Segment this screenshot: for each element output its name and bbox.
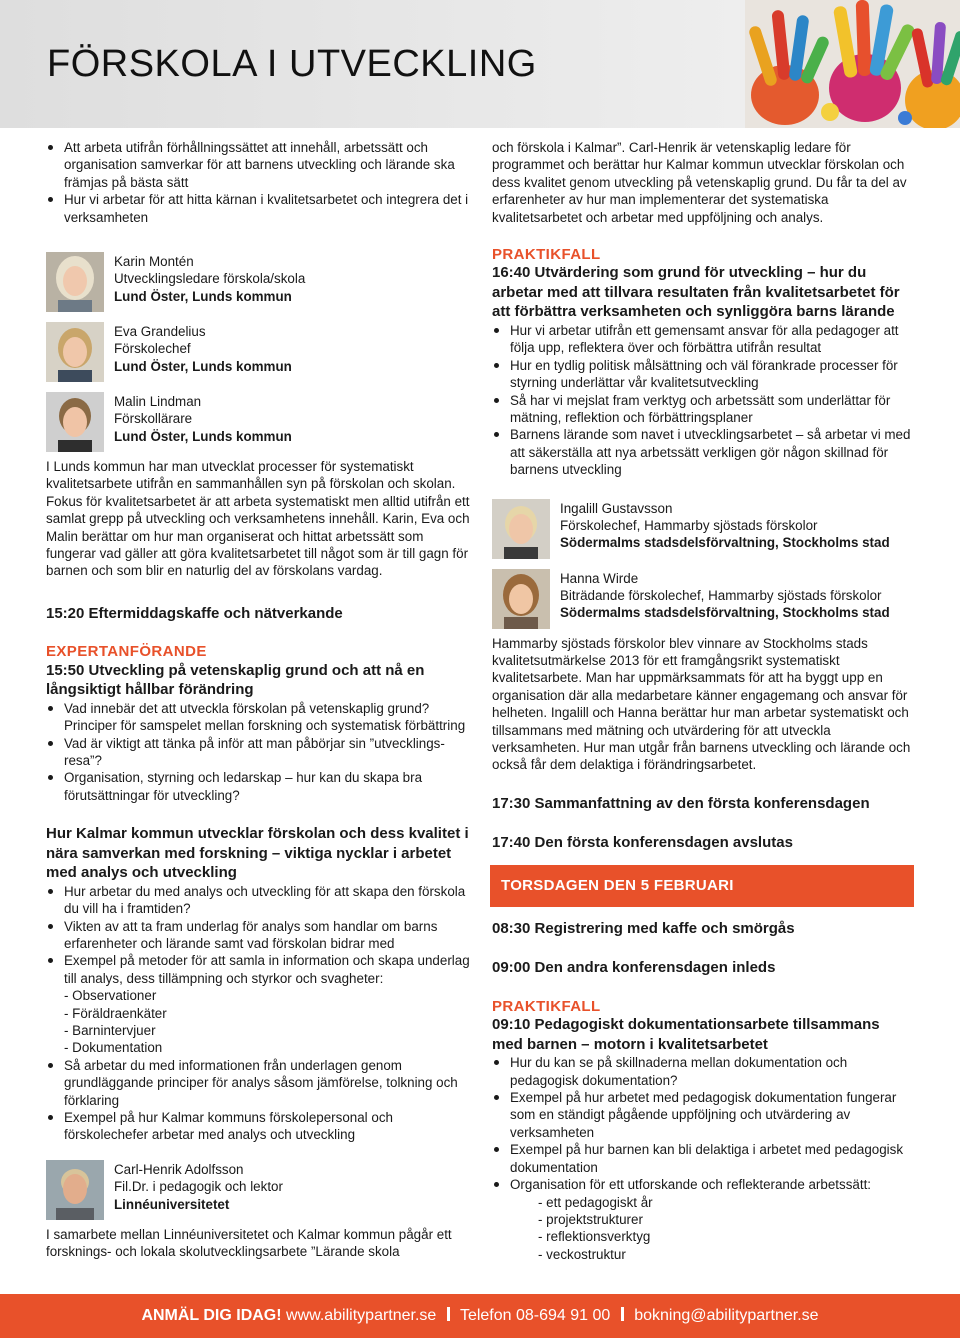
page-header (0, 0, 960, 128)
lund-description: I Lunds kommun har man utvecklat processer för systematiskt kvalitetsarbete utifrån en sammanhållen syn på förskolan och skolan. Fokus för kvalitetsarbetet är att arbeta systematiskt men alltid utifrån ett samlat grepp på utveckling och verksamhetens innehåll. Karin, Eva och Malin berättar om hur man organiserat och hittat arbetssätt som fungerar vad gäller att göra kvalitetsarbetet till något som är till gagn för barnen och som blir en naturlig del av förskolans vardag. (46, 459, 470, 579)
kalmar-bullet: Exempel på hur Kalmar kommuns förskolepersonal och förskolechefer arbetar med analys och utveckling (46, 1109, 471, 1144)
expert-title: 15:50 Utveckling på vetenskaplig grund och att nå en långsiktigt hållbar förändring (46, 661, 425, 699)
session-1740: 17:40 Den första konferensdagen avslutas (492, 834, 793, 852)
praktikfall-bullet: Så har vi mejslat fram verktyg och arbetssätt som underlättar för mätning, reflektion och förbättringsplaner (492, 392, 914, 427)
expert-bullet: Vad är viktigt att tänka på inför att man påbörjar sin ”utvecklings-resa”? (46, 735, 471, 770)
right-column (492, 139, 914, 1263)
footer-bar (0, 1294, 960, 1338)
footer-email-link[interactable]: bokning@abilitypartner.se (634, 1307, 819, 1324)
praktikfall-2-bullet-text: Organisation för ett utforskande och reflekterande arbetssätt: (510, 1177, 872, 1193)
speaker-info (114, 253, 305, 305)
page-title: FÖRSKOLA I UTVECKLING (47, 43, 537, 85)
speaker-org: Södermalms stadsdelsförvaltning, Stockholms stad (560, 605, 890, 621)
speaker-info (560, 570, 890, 622)
kalmar-bullet-text: Exempel på metoder för att samla in information och skapa underlag till analys, dess tillämpning och styrkor och svagheter: (64, 953, 470, 986)
session-1730: 17:30 Sammanfattning av den första konferensdagen (492, 794, 870, 812)
speaker-org: Lund Öster, Lunds kommun (114, 288, 292, 304)
praktikfall-2-bullet-list (492, 1054, 914, 1263)
speaker-eva (46, 322, 471, 392)
speaker-malin (46, 392, 471, 462)
speaker-name: Carl-Henrik Adolfsson (114, 1161, 244, 1177)
intro-bullet: Hur vi arbetar för att hitta kärnan i kvalitetsarbetet och integrera det i verksamheten (46, 191, 471, 226)
intro-bullet-list (46, 139, 471, 226)
speaker-carl-henrik (46, 1160, 471, 1226)
speaker-name: Karin Montén (114, 254, 194, 270)
speaker-org: Södermalms stadsdelsförvaltning, Stockholms stad (560, 535, 890, 551)
praktikfall-bullet: Barnens lärande som navet i utvecklingsarbetet – så arbetar vi med att säkerställa att nya arbetssätt verkligen gör någon skillnad för barnens utveckling (492, 426, 914, 478)
method-list (64, 987, 471, 1057)
speaker-photo (46, 322, 104, 382)
praktikfall-bullet: Hur en tydlig politisk målsättning och väl förankrade processer för styrning underlättar vår kvalitetsutveckling (492, 357, 914, 392)
break-1520: 15:20 Eftermiddagskaffe och nätverkande (46, 604, 343, 622)
speaker-info (114, 323, 292, 375)
footer-phone[interactable]: Telefon 08-694 91 00 (459, 1307, 611, 1324)
kalmar-bullet-list (46, 883, 471, 1144)
speaker-name: Malin Lindman (114, 394, 202, 410)
kalmar-description-continued: och förskola i Kalmar”. Carl-Henrik är vetenskaplig ledare för programmet och berättar hur Kalmar kommun utvecklar förskolan och dess kvalitet genom utveckling på vetenskaplig grund. Du får ta del av erfarenheter av hur man implementerar det systematiska kvalitetsarbetet och arbetar med uppföljning och analys. (492, 140, 907, 225)
praktikfall-2-bullet: Exempel på hur arbetet med pedagogisk dokumentation fungerar som en ständigt pågående uppföljning och utvärdering av verksamheten (492, 1089, 914, 1141)
footer-website-link[interactable]: www.abilitypartner.se (286, 1307, 437, 1324)
speaker-photo (46, 1160, 104, 1220)
organisation-list (510, 1194, 914, 1264)
organisation-item: - veckostruktur (538, 1246, 626, 1262)
day2-banner: TORSDAGEN DEN 5 FEBRUARI (490, 865, 914, 907)
praktikfall-bullet-list (492, 322, 914, 479)
organisation-item: - reflektionsverktyg (538, 1229, 651, 1245)
footer-separator (621, 1307, 624, 1321)
organisation-item: - ett pedagogiskt år (538, 1194, 653, 1210)
speaker-org: Lund Öster, Lunds kommun (114, 358, 292, 374)
expert-label: EXPERTANFÖRANDE (46, 643, 207, 661)
speaker-photo (46, 392, 104, 452)
kalmar-bullet: Hur arbetar du med analys och utveckling för att skapa den förskola du vill ha i framtiden? (46, 883, 471, 918)
speaker-ingalill (492, 499, 914, 569)
speaker-hanna (492, 569, 914, 639)
speaker-info (114, 393, 292, 445)
speaker-photo (492, 499, 550, 559)
speaker-photo (492, 569, 550, 629)
session-0900: 09:00 Den andra konferensdagen inleds (492, 959, 776, 977)
organisation-item: - projektstrukturer (538, 1211, 643, 1227)
footer-cta: ANMÄL DIG IDAG! (141, 1307, 282, 1324)
speaker-photo (46, 252, 104, 312)
expert-bullet: Vad innebär det att utveckla förskolan på vetenskaplig grund? Principer för samspelet mellan forskning och systematisk förbättring (46, 700, 471, 735)
praktikfall-title: 16:40 Utvärdering som grund för utveckling – hur du arbetar med att tillvara resultaten från kvalitetsarbetet för att förbättra verksamheten och synliggöra barns lärande (492, 264, 900, 321)
left-column (46, 139, 471, 1261)
speaker-role: Förskolechef (114, 341, 191, 357)
speaker-name: Eva Grandelius (114, 324, 206, 340)
intro-bullet: Att arbeta utifrån förhållningssättet att innehåll, arbetssätt och organisation samverkar för att barnens utveckling och lärande ska främjas på bästa sätt (46, 139, 471, 191)
expert-bullet-list (46, 700, 471, 804)
speaker-role: Förskollärare (114, 411, 193, 427)
method-item: - Föräldraenkäter (64, 1005, 167, 1021)
speaker-role: Fil.Dr. i pedagogik och lektor (114, 1179, 283, 1195)
hammarby-description: Hammarby sjöstads förskolor blev vinnare av Stockholms stads kvalitetsutmärkelse 2013 för ett framgångsrikt systematiskt kvalitetsarbete. Man har uppmärksammats för att ha byggt upp en organisation där alla medarbetare känner engagemang och ansvar för helheten. Ingalill och Hanna berättar hur man arbetar systematiskt och tillsammans med mätning och utvärdering för att utveckla verksamheten. Hur man utgår från barnens utveckling och lärande och också får dem delaktiga i förändringsarbetet. (492, 635, 911, 773)
speaker-role: Utvecklingsledare förskola/skola (114, 271, 306, 287)
kalmar-bullet: Så arbetar du med informationen från underlagen genom grundläggande principer för analys såsom jämförelse, tolkning och förklaring (46, 1057, 471, 1109)
praktikfall-bullet: Hur vi arbetar utifrån ett gemensamt ansvar för alla pedagoger att följa upp, reflektera över och förbättra utifrån resultat (492, 322, 914, 357)
method-item: - Dokumentation (64, 1040, 163, 1056)
method-item: - Observationer (64, 988, 157, 1004)
speaker-role: Förskolechef, Hammarby sjöstads förskolor (560, 518, 818, 533)
footer-separator (447, 1307, 450, 1321)
expert-bullet: Organisation, styrning och ledarskap – hur kan du skapa bra förutsättningar för utveckling? (46, 769, 471, 804)
kalmar-title: Hur Kalmar kommun utvecklar förskolan och dess kvalitet i nära samverkan med forskning – viktiga nycklar i arbetet med analys och utveckling (46, 825, 469, 882)
praktikfall-2-title: 09:10 Pedagogiskt dokumentationsarbete tillsammans med barnen – motorn i kvalitetsarbetet (492, 1016, 880, 1053)
session-0830: 08:30 Registrering med kaffe och smörgås (492, 919, 795, 937)
kalmar-description: I samarbete mellan Linnéuniversitetet och Kalmar kommun pågår ett forsknings- och lokala skolutvecklingsarbete ”Lärande skola (46, 1226, 452, 1260)
praktikfall-2-bullet: Exempel på hur barnen kan bli delaktiga i arbetet med pedagogisk dokumentation (492, 1141, 914, 1176)
painted-hands-image (745, 0, 960, 128)
praktikfall-label: PRAKTIKFALL (492, 246, 601, 264)
speaker-info (114, 1161, 283, 1213)
speaker-name: Hanna Wirde (560, 570, 639, 586)
kalmar-bullet (46, 952, 471, 1056)
method-item: - Barnintervjuer (64, 1022, 156, 1038)
speaker-org: Lund Öster, Lunds kommun (114, 428, 292, 444)
praktikfall-2-bullet: Hur du kan se på skillnaderna mellan dokumentation och pedagogisk dokumentation? (492, 1054, 914, 1089)
kalmar-bullet: Vikten av att ta fram underlag för analys som handlar om barns erfarenheter och lärande samt vad förskolan bidrar med (46, 918, 471, 953)
speaker-name: Ingalill Gustavsson (560, 500, 673, 516)
speaker-org: Linnéuniversitetet (114, 1196, 230, 1212)
speaker-role: Biträdande förskolechef, Hammarby sjöstads förskolor (560, 588, 882, 603)
praktikfall-2-bullet (492, 1176, 914, 1263)
praktikfall-2-label: PRAKTIKFALL (492, 997, 601, 1015)
speaker-karin (46, 252, 471, 322)
speaker-info (560, 500, 890, 552)
